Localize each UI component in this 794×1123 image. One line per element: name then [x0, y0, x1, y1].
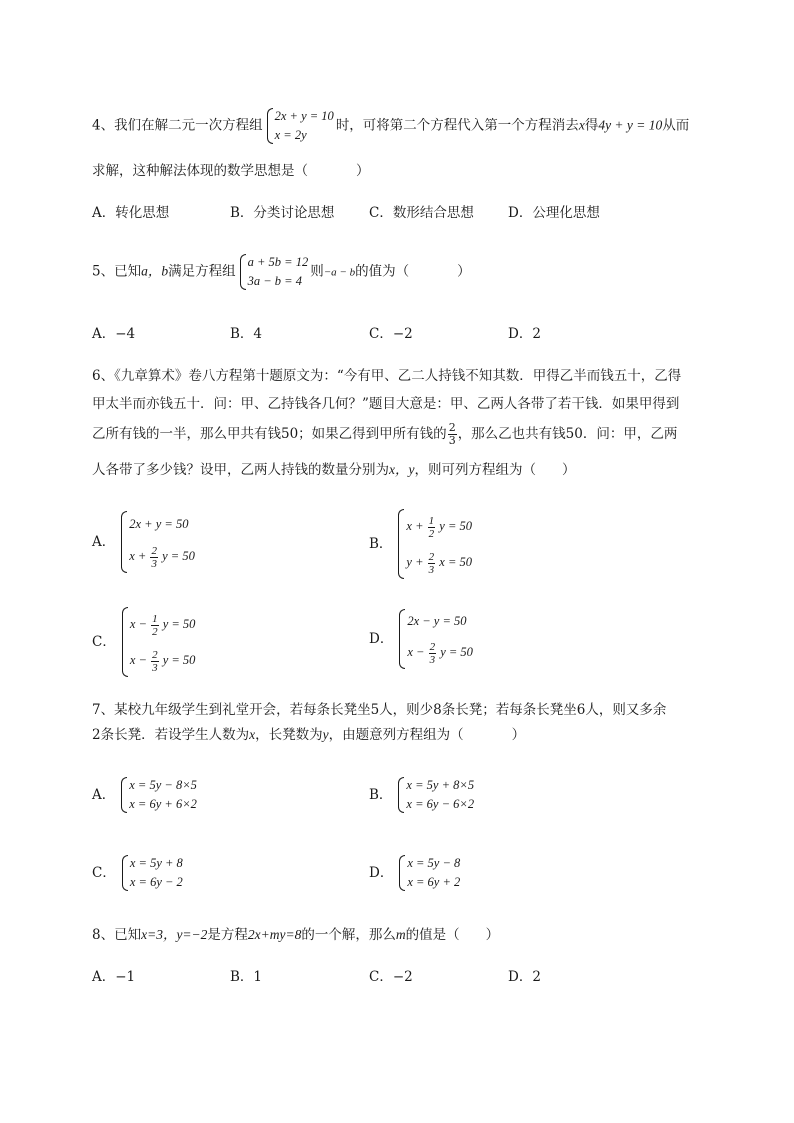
- q6-c-frac1: [151, 613, 159, 638]
- q7-option-a-system: [119, 776, 197, 814]
- q7-line1: 7、某校九年级学生到礼堂开会，若每条长凳坐5人，则少8条长凳；若每条长凳坐6人，则又多余: [92, 702, 667, 718]
- q6-option-c-system: [120, 606, 196, 678]
- q6-option-b[interactable]: [369, 508, 474, 580]
- q6-b-frac2-den: 3: [428, 563, 435, 576]
- q7-option-c[interactable]: [92, 854, 185, 892]
- q4-mid: 时，可将第二个方程代入第一个方程消去: [335, 117, 579, 134]
- q7-c-row2: x = 6y − 2: [129, 875, 183, 889]
- q8-option-a[interactable]: A．−1: [92, 969, 136, 985]
- q6-c-row1-left: x −: [129, 617, 147, 631]
- q5-option-a[interactable]: A．−4: [92, 326, 136, 342]
- q4-option-d[interactable]: D．公理化思想: [508, 205, 600, 221]
- q6-option-a-system: [119, 510, 195, 574]
- q6-d-row2-right: y = 50: [440, 645, 473, 659]
- q6-option-d-system: [397, 608, 473, 670]
- q6-c-frac2-num: 2: [152, 648, 158, 661]
- q6-a-frac: [150, 545, 158, 570]
- q5-suffix: 的值为（: [355, 263, 410, 280]
- q6-c-row2-right: y = 50: [162, 653, 196, 667]
- q6-c-frac2: [151, 649, 159, 674]
- q7-option-b-label: B．: [369, 787, 393, 803]
- q7-c-row1: x = 5y + 8: [129, 856, 183, 870]
- q6-line1: 6、《九章算术》卷八方程第十题原文为：“今有甲、乙二人持钱不知其数．甲得乙半而钱五十，乙得: [92, 368, 682, 384]
- q6-c-row1-right: y = 50: [162, 617, 196, 631]
- q7-var-x: x: [249, 727, 256, 742]
- q6-b-row1: [406, 508, 472, 544]
- q4-prefix: 4、我们在解二元一次方程组: [92, 117, 263, 134]
- q6-a-row2-right: y = 50: [162, 549, 195, 563]
- q4-line2: [92, 161, 370, 181]
- q5-mid2: 则: [310, 263, 324, 280]
- q6-c-frac1-num: 1: [152, 612, 158, 625]
- q6-c-row1: [130, 606, 196, 642]
- q6-c-frac2-den: 3: [152, 661, 158, 674]
- q6-d-frac: [429, 641, 437, 666]
- q6-frac-num: 2: [448, 421, 456, 434]
- q4-line1: [92, 107, 689, 145]
- q7-line2c: ，由题意列方程组为（: [328, 727, 464, 743]
- q6-a-row2: [129, 538, 195, 574]
- q4-option-c[interactable]: C．数形结合思想: [369, 205, 474, 221]
- q4-mid2: 得: [584, 117, 599, 134]
- q4-sys-row2: x = 2y: [274, 128, 307, 142]
- q8-close: ）: [485, 927, 500, 943]
- q6-a-row1: 2x + y = 50: [129, 517, 189, 531]
- q7-b-row2: x = 6y − 6×2: [406, 797, 475, 811]
- q6-b-row1-left: x +: [406, 519, 424, 533]
- q6-line2: 甲太半而亦钱五十．问：甲、乙持钱各几何？”题目大意是：甲、乙两人各带了若干钱．如果甲得到: [92, 396, 680, 412]
- q4-option-a[interactable]: A．转化思想: [92, 205, 170, 221]
- q6-c-frac1-den: 2: [152, 625, 158, 638]
- q5-expr: −a − b: [323, 266, 356, 279]
- q6-line4b: ，则可列方程组为（: [414, 462, 536, 478]
- q7-option-b[interactable]: [369, 776, 476, 814]
- q6-option-c-label: C．: [92, 634, 116, 650]
- q7-d-row1: x = 5y − 8: [407, 856, 461, 870]
- q6-line3b: ，那么乙也共有钱50．问：甲，乙两: [457, 426, 678, 442]
- q7-option-b-system: [396, 776, 474, 814]
- q6-line4a: 人各带了多少钱？设甲，乙两人持钱的数量分别为: [92, 462, 389, 478]
- q7-line2: [92, 725, 525, 745]
- q8-line1b: 是方程: [207, 927, 248, 943]
- q7-option-c-system: [120, 854, 183, 892]
- q5-mid: 满足方程组: [168, 263, 236, 280]
- q6-b-frac2: [428, 551, 436, 576]
- q6-a-row2-left: x +: [129, 549, 147, 563]
- q6-d-row2-left: x −: [407, 645, 425, 659]
- q6-b-frac1: [428, 515, 436, 540]
- q6-d-row2: [407, 634, 473, 670]
- q4-var-x: x: [578, 117, 585, 133]
- q7-a-row1: x = 5y − 8×5: [129, 778, 197, 792]
- q8-option-d[interactable]: D．2: [508, 969, 541, 985]
- q8-line1a: 8、已知: [92, 927, 142, 943]
- q8-option-b[interactable]: B．1: [230, 969, 263, 985]
- q6-option-d-label: D．: [369, 631, 394, 647]
- q5-line1: [92, 253, 471, 291]
- q6-c-row2-left: x −: [129, 653, 147, 667]
- q7-option-d-label: D．: [369, 865, 394, 881]
- q6-line4: [92, 460, 575, 480]
- q8-line1c: 的一个解，那么: [301, 927, 396, 943]
- q6-option-c[interactable]: [92, 606, 197, 678]
- q7-option-c-label: C．: [92, 865, 116, 881]
- q7-option-d-system: [397, 854, 460, 892]
- q6-b-row2: [406, 544, 472, 580]
- q8-equation: 2x+my=8: [247, 927, 302, 942]
- q4-suffix: 从而: [662, 117, 690, 134]
- q7-var-y: y: [322, 727, 329, 742]
- q7-a-row2: x = 6y + 6×2: [129, 797, 197, 811]
- q6-b-frac2-num: 2: [428, 550, 435, 563]
- q6-b-row2-right: x = 50: [439, 555, 473, 569]
- q6-a-frac-den: 3: [151, 557, 157, 570]
- q6-option-d[interactable]: [369, 608, 475, 670]
- q6-line3: [92, 422, 677, 447]
- q6-option-a-label: A．: [92, 534, 116, 550]
- q4-question-text: 求解，这种解法体现的数学思想是（: [92, 163, 308, 179]
- q5-prefix: 5、已知: [92, 263, 142, 280]
- q7-option-a[interactable]: [92, 776, 199, 814]
- q5-option-b[interactable]: B．4: [230, 326, 263, 342]
- q5-option-c[interactable]: C．−2: [369, 326, 413, 342]
- q4-sys-row1: 2x + y = 10: [274, 109, 334, 123]
- q6-close: ）: [561, 462, 576, 478]
- q6-c-row2: [130, 642, 196, 678]
- q6-b-frac1-num: 1: [428, 514, 435, 527]
- q6-vars: x，y: [389, 462, 415, 477]
- q5-option-d[interactable]: D．2: [508, 326, 541, 342]
- q4-close: ）: [356, 163, 370, 179]
- q6-frac-den: 3: [448, 434, 456, 447]
- q6-b-row1-right: y = 50: [439, 519, 473, 533]
- q7-line2a: 2条长凳．若设学生人数为: [92, 727, 250, 743]
- q5-system: [238, 253, 309, 291]
- q6-d-frac-num: 2: [429, 640, 436, 653]
- q7-option-a-label: A．: [92, 787, 116, 803]
- q4-eq: 4y + y = 10: [598, 117, 663, 133]
- q6-option-b-system: [396, 508, 472, 580]
- q5-sys-row1: a + 5b = 12: [247, 255, 309, 269]
- q6-line3a: 乙所有钱的一半，那么甲共有钱50；如果乙得到甲所有钱的: [92, 426, 447, 442]
- q8-var-m: m: [395, 927, 406, 942]
- q6-fraction: [448, 422, 457, 447]
- q6-option-b-label: B．: [369, 536, 393, 552]
- q6-d-frac-den: 3: [429, 653, 436, 666]
- q6-a-frac-num: 2: [151, 544, 157, 557]
- q6-option-a[interactable]: [92, 510, 197, 574]
- q8-condition: x=3，y=−2: [141, 927, 208, 942]
- q6-d-row1: 2x − y = 50: [407, 614, 467, 628]
- q8-line1: [92, 925, 499, 945]
- q6-b-row2-left: y +: [406, 555, 424, 569]
- q6-b-frac1-den: 2: [428, 527, 435, 540]
- q7-d-row2: x = 6y + 2: [407, 875, 461, 889]
- q4-system: [265, 107, 334, 145]
- q5-close: ）: [457, 263, 471, 280]
- q5-sys-row2: 3a − b = 4: [247, 274, 302, 288]
- q7-b-row1: x = 5y + 8×5: [406, 778, 475, 792]
- q7-line2b: ，长凳数为: [255, 727, 323, 743]
- q4-option-b[interactable]: B．分类讨论思想: [230, 205, 335, 221]
- q8-line1d: 的值是（: [405, 927, 460, 943]
- q5-vars: a，b: [141, 263, 169, 279]
- q8-option-c[interactable]: C．−2: [369, 969, 413, 985]
- q7-option-d[interactable]: [369, 854, 462, 892]
- q7-close: ）: [511, 727, 526, 743]
